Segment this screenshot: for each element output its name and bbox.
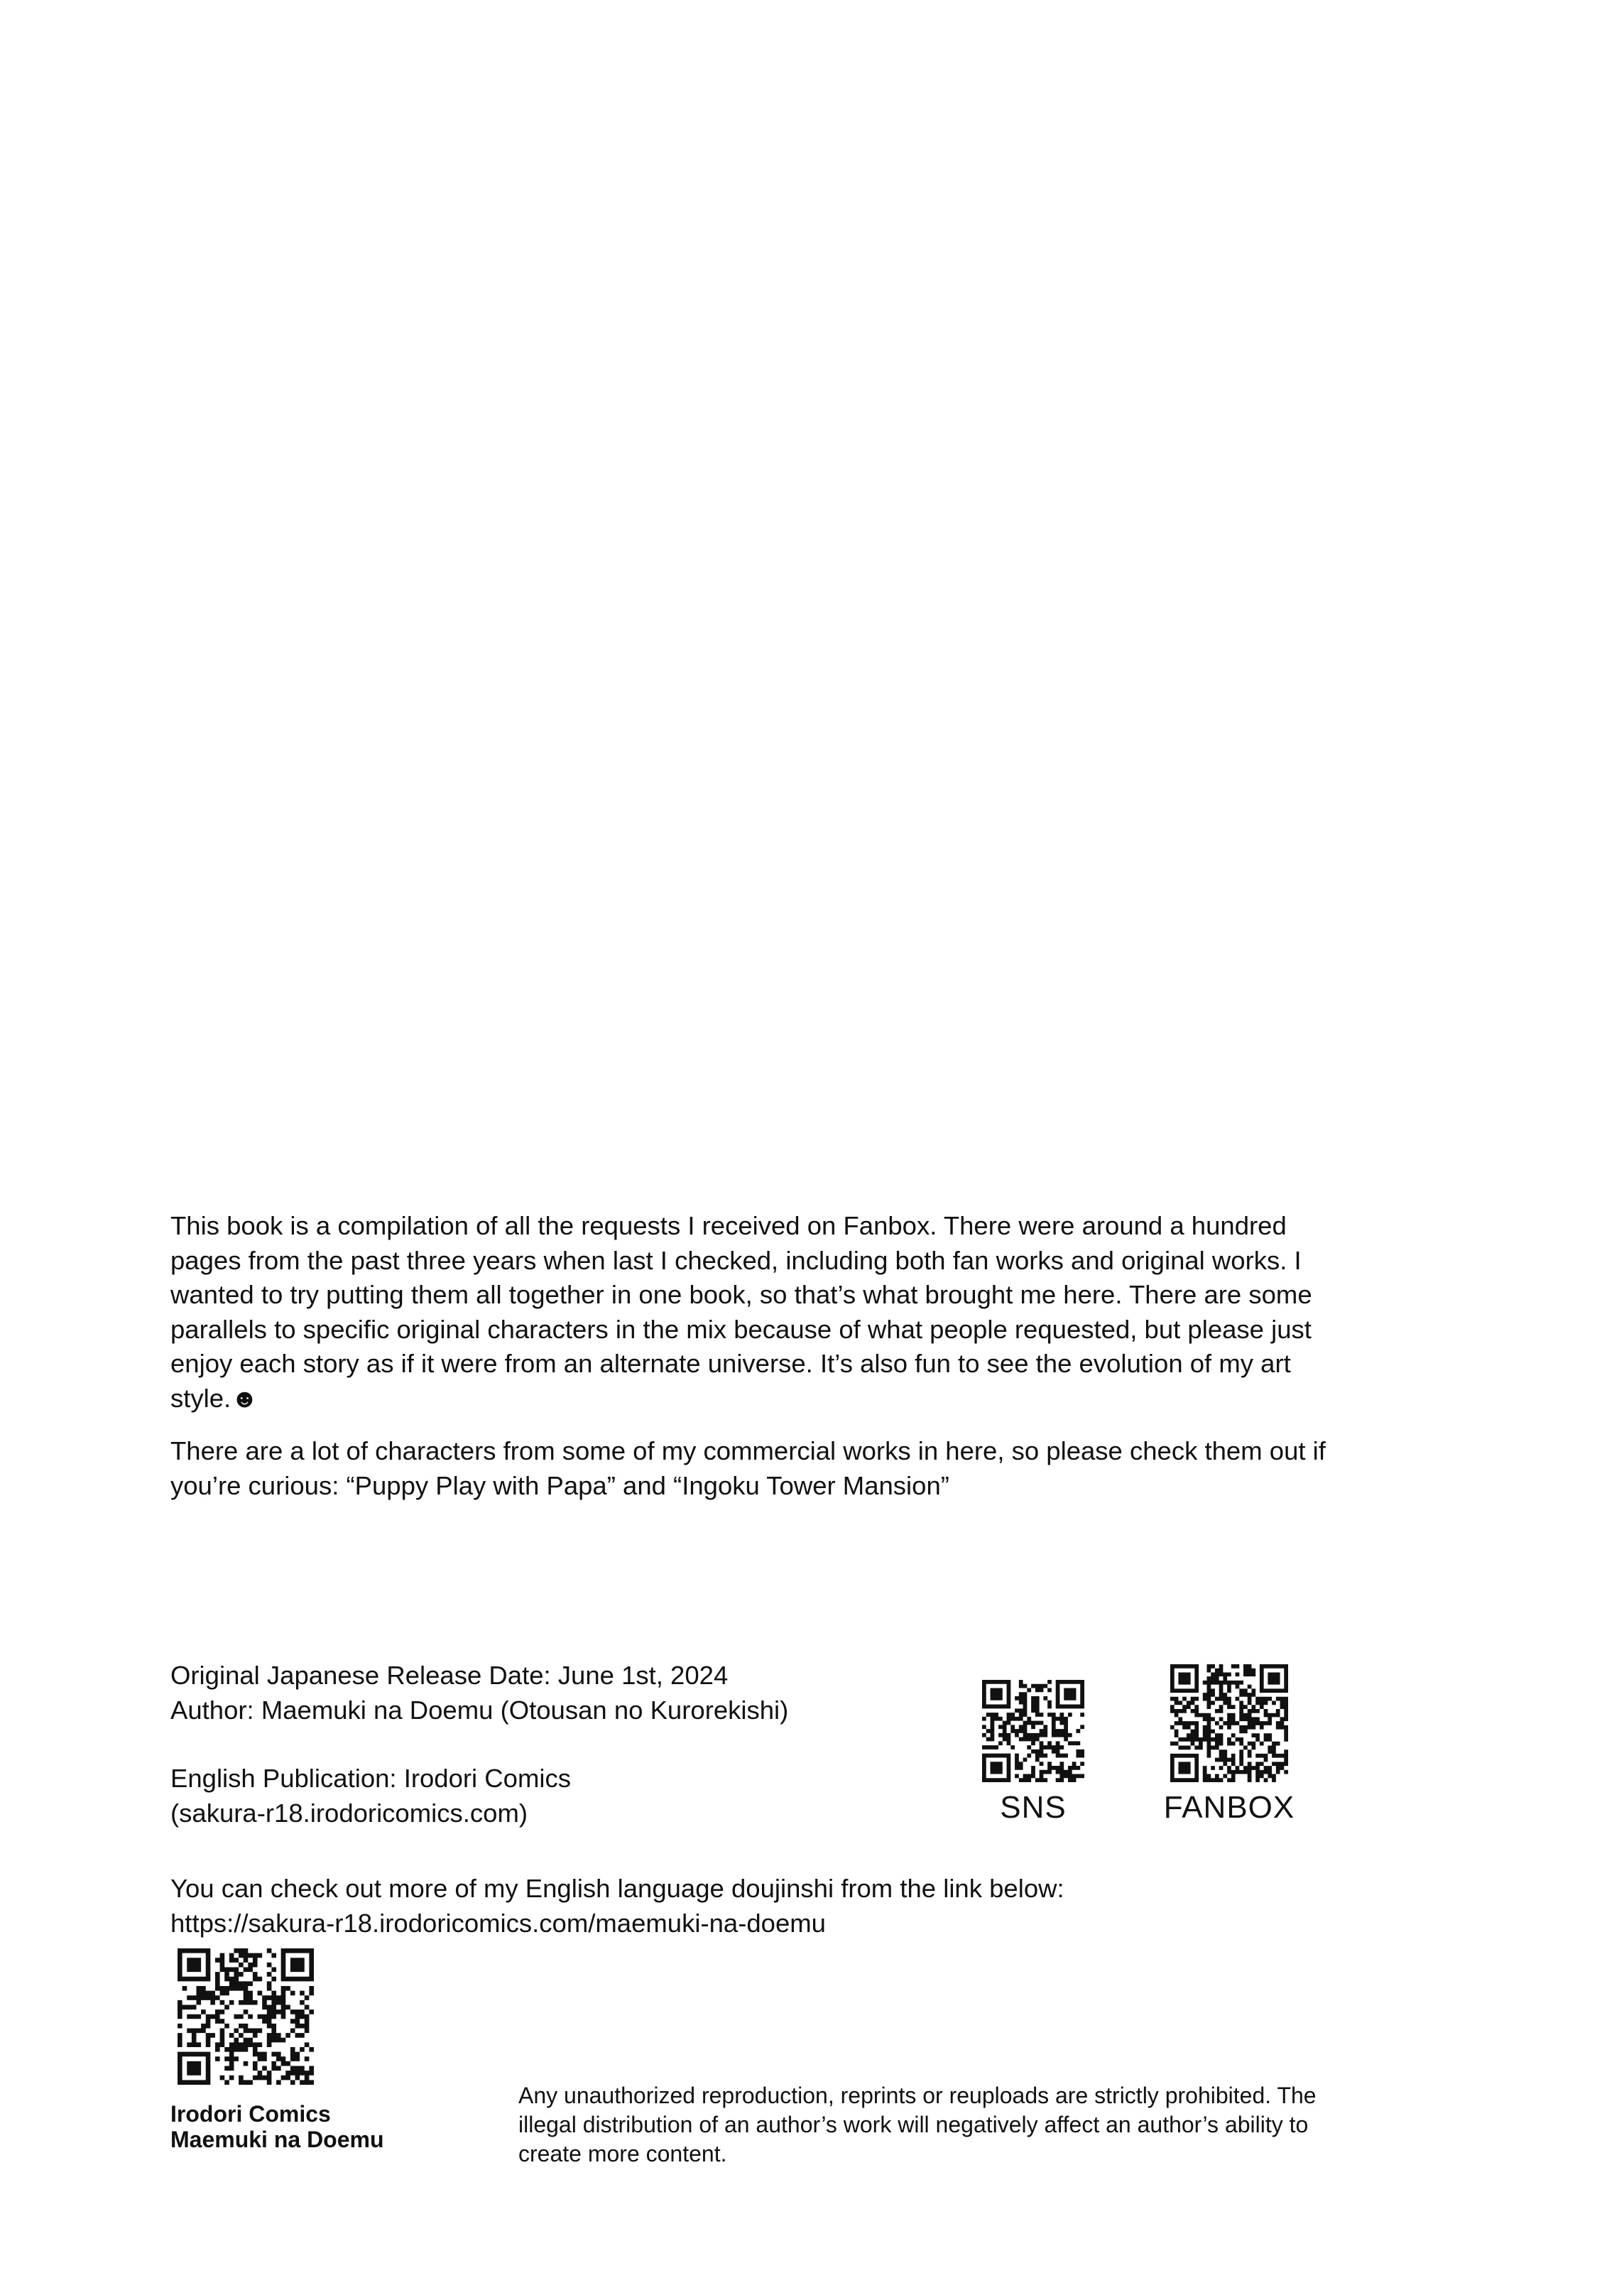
more-works-link[interactable]: https://sakura-r18.irodoricomics.com/maemuki-na-doemu	[170, 1908, 826, 1938]
copyright-notice: Any unauthorized reproduction, reprints or reuploads are strictly prohibited. The illegal distribution of an author’s work will negatively affect an author’s ability to create more content.	[518, 2083, 1317, 2166]
brand-line-2: Maemuki na Doemu	[170, 2127, 384, 2152]
more-works	[170, 1872, 1307, 1941]
sns-label: SNS	[1000, 1790, 1067, 1825]
intro-paragraph-1: This book is a compilation of all the requests I received on Fanbox. There were around a hundred pages from the past three years when last I checked, including both fan works and original works. I wanted to try putting them all together in one book, so that’s what brought me here. There are some parallels to specific original characters in the mix because of what people requested, but please just enjoy each story as if it were from an alternate universe. It’s also fun to see the evolution of my art style.☻	[170, 1211, 1312, 1413]
intro-text	[170, 1209, 1328, 1503]
qr-code-icon	[982, 1680, 1084, 1782]
irodori-qr-code[interactable]	[178, 1948, 314, 2085]
release-date: Original Japanese Release Date: June 1st, 2024	[170, 1661, 729, 1690]
qr-code-icon	[1170, 1664, 1288, 1782]
publication-site: (sakura-r18.irodoricomics.com)	[170, 1798, 528, 1828]
publication-line: English Publication: Irodori Comics	[170, 1764, 571, 1793]
credits	[170, 1659, 1023, 1830]
more-works-text: You can check out more of my English language doujinshi from the link below:	[170, 1874, 1064, 1903]
qr-code-icon	[178, 1948, 314, 2085]
fanbox-qr-code[interactable]	[1170, 1664, 1288, 1782]
author-line: Author: Maemuki na Doemu (Otousan no Kurorekishi)	[170, 1695, 789, 1725]
sns-qr-code[interactable]	[982, 1680, 1084, 1782]
footer-brand	[170, 2101, 384, 2152]
intro-paragraph-2: There are a lot of characters from some of my commercial works in here, so please check them out if you’re curious: “Puppy Play with Papa” and “Ingoku Tower Mansion”	[170, 1436, 1326, 1500]
brand-line-1: Irodori Comics	[170, 2101, 331, 2127]
fanbox-label: FANBOX	[1163, 1790, 1295, 1825]
